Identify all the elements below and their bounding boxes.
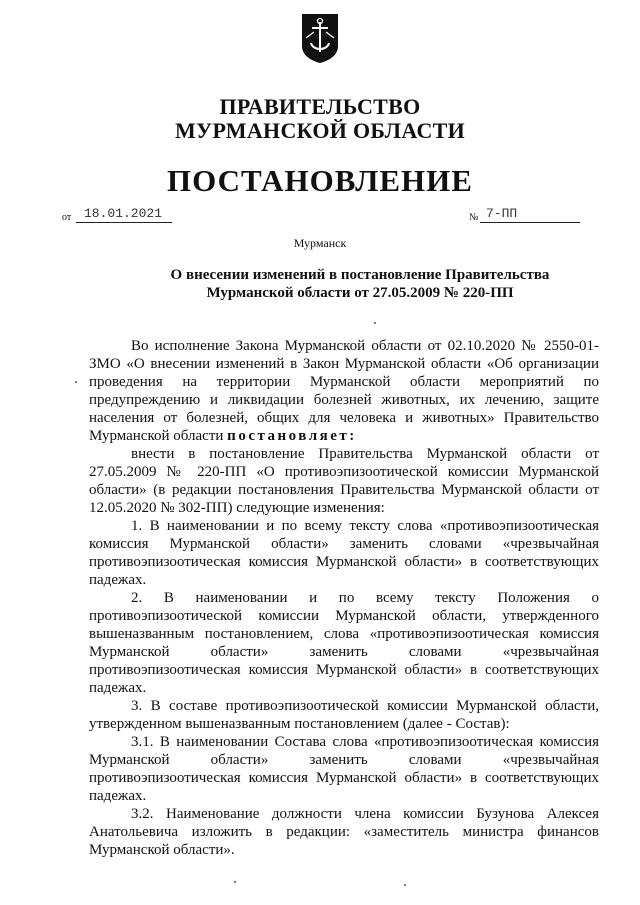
date-underline (76, 222, 172, 223)
number-prefix: № (469, 212, 479, 223)
document-subject (150, 266, 570, 302)
city-name: Мурманск (293, 236, 347, 250)
item-2: 2. В наименовании и по всему тексту Положения о противоэпизоотической комиссии Мурманской области, утвержденного вышеназванным постановлением, слова «противоэпизоотическая комиссия Мурманской области» заменить словами «чрезвычайная противоэпизоотическая комиссия Мурманской области» в соответствующих падежах. (89, 590, 599, 696)
subject-line2: Мурманской области от 27.05.2009 № 220-ПП (206, 285, 514, 301)
scan-speck (234, 881, 236, 883)
subject-line1: О внесении изменений в постановление Правительства (170, 267, 550, 283)
document-body (89, 337, 599, 859)
document-number: 7-ПП (486, 206, 518, 221)
item-1: 1. В наименовании и по всему тексту слова «противоэпизоотическая комиссия Мурманской области» заменить словами «чрезвычайная противоэпизоотическая комиссия Мурманской области» в соответствующих падежах. (89, 518, 599, 588)
number-underline (480, 222, 580, 223)
scan-speck (404, 884, 406, 886)
lead-paragraph: внести в постановление Правительства Мурманской области от 27.05.2009 № 220-ПП «О противоэпизоотической комиссии Мурманской области» (в редакции постановления Правительства Мурманской области от 12.05.2020 № 302-ПП) следующие изменения: (89, 446, 599, 516)
document-type-title: ПОСТАНОВЛЕНИЕ (167, 163, 473, 198)
item-3-1: 3.1. В наименовании Состава слова «противоэпизоотическая комиссия Мурманской области» заменить словами «чрезвычайная противоэпизоотическая комиссия Мурманской области» в соответствующих падежах. (89, 734, 599, 804)
item-3: 3. В составе противоэпизоотической комиссии Мурманской области, утвержденном вышеназванным постановлением (далее - Состав): (89, 698, 599, 732)
document-date: 18.01.2021 (84, 206, 163, 221)
item-3-2: 3.2. Наименование должности члена комиссии Бузунова Алексея Анатольевича изложить в редакции: «заместитель министра финансов Мурманской области». (89, 806, 599, 858)
intro-text: Во исполнение Закона Мурманской области от 02.10.2020 № 2550-01-ЗМО «О внесении изменений в Закон Мурманской области «Об организации проведения на территории Мурманской области мероприятий по предупреждению и ликвидации болезней животных, их лечению, защите населения от болезней, общих для человека и животных» Правительство Мурманской области (89, 338, 599, 444)
government-name-line2: МУРМАНСКОЙ ОБЛАСТИ (174, 118, 466, 143)
coat-of-arms-icon (300, 12, 340, 64)
resolves-word: постановляет: (227, 428, 357, 444)
scan-speck (75, 381, 77, 383)
intro-paragraph (89, 337, 599, 445)
date-prefix: от (62, 212, 72, 223)
scan-speck (374, 322, 376, 324)
government-name-line1: ПРАВИТЕЛЬСТВО (219, 94, 421, 119)
